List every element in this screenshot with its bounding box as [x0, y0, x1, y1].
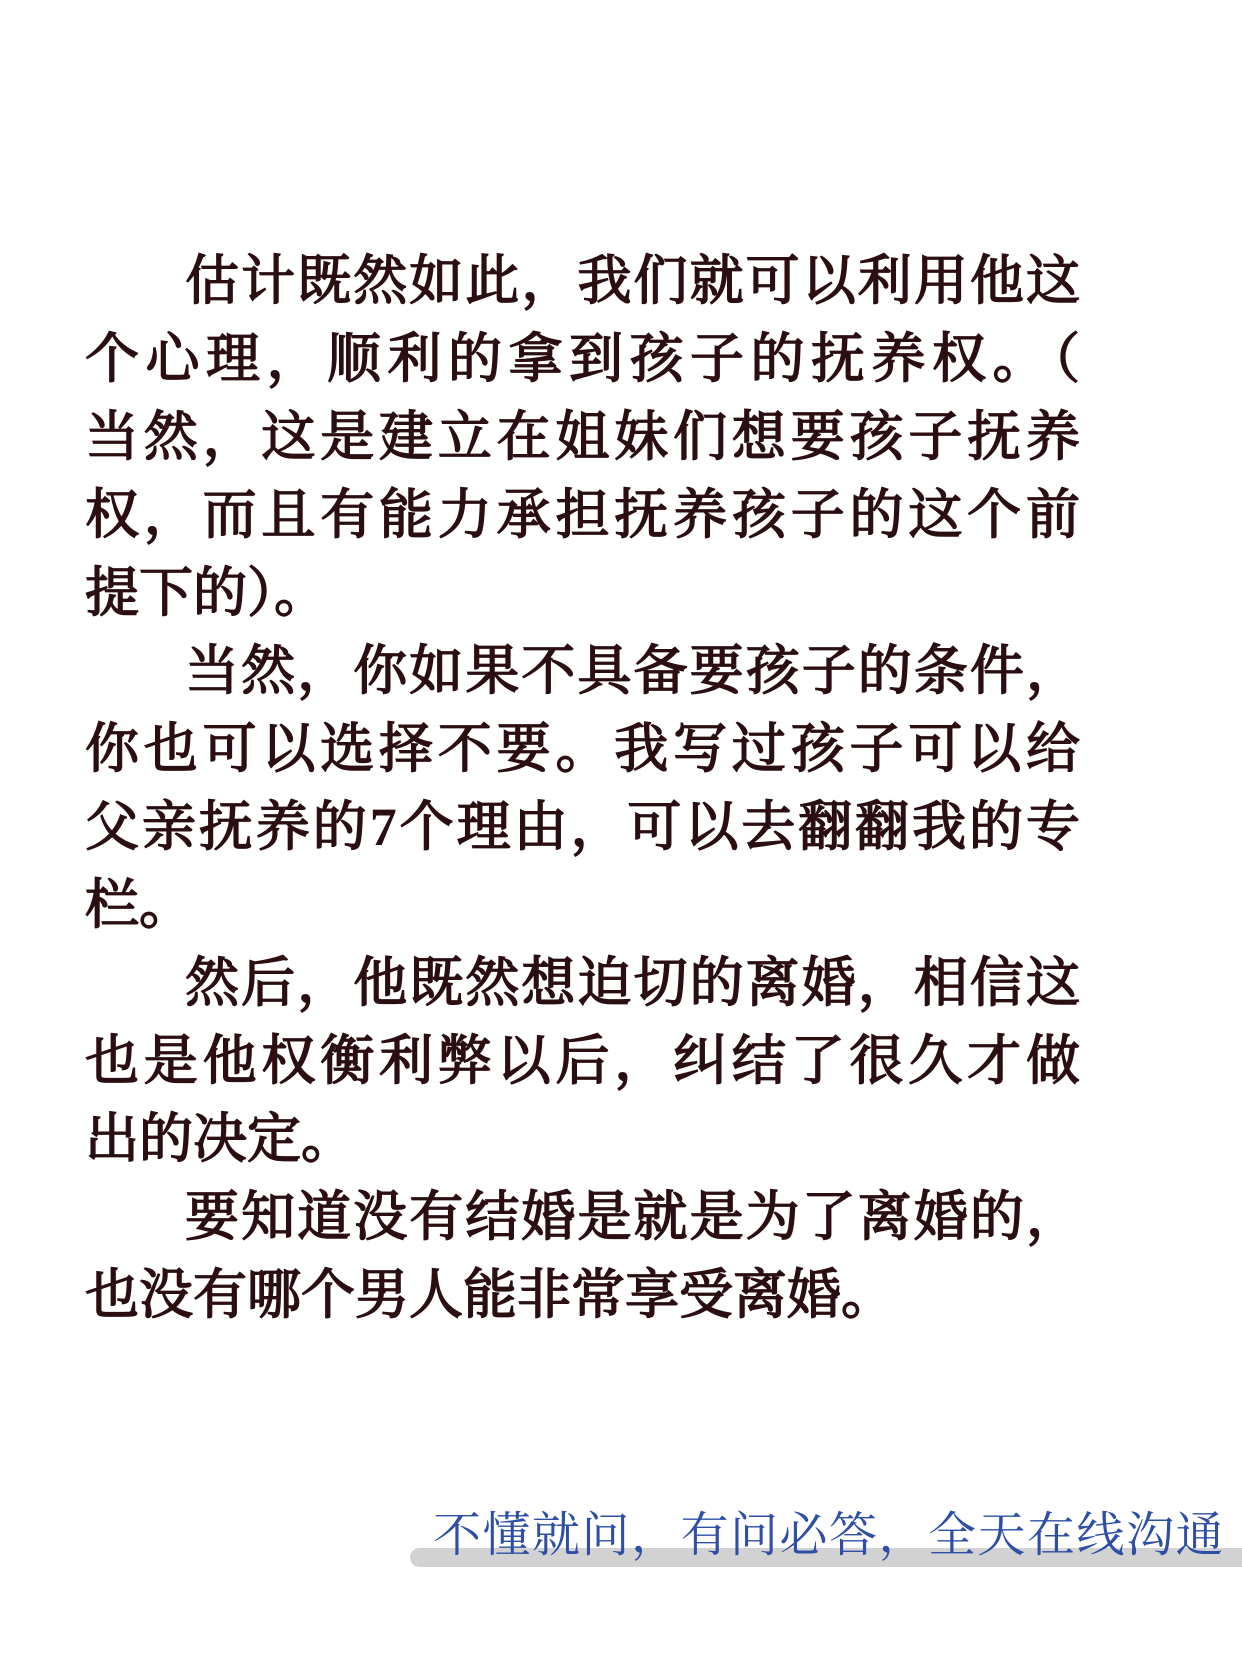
text-line: 要知道没有结婚是就是为了离婚的，	[185, 1187, 1080, 1247]
text-line: 估计既然如此，我们就可以利用他这	[185, 251, 1080, 311]
text-line: 父亲抚养的7个理由，可以去翻翻我的专	[85, 797, 1080, 857]
text-line: 个心理，顺利的拿到孩子的抚养权。（	[85, 329, 1080, 389]
text-line: 栏。	[85, 875, 193, 935]
text-line: 你也可以选择不要。我写过孩子可以给	[85, 719, 1080, 779]
article-text	[85, 242, 1080, 1334]
text-line: 当然，这是建立在姐妹们想要孩子抚养	[85, 407, 1080, 467]
text-line: 出的决定。	[85, 1109, 355, 1169]
text-line: 也是他权衡利弊以后，纠结了很久才做	[85, 1031, 1080, 1091]
text-line: 当然，你如果不具备要孩子的条件，	[185, 641, 1080, 701]
text-line: 权，而且有能力承担抚养孩子的这个前	[85, 485, 1080, 545]
footer-slogan: 不懂就问，有问必答，全天在线沟通	[433, 1509, 1226, 1562]
text-line: 然后，他既然想迫切的离婚，相信这	[185, 953, 1080, 1013]
text-line: 提下的）。	[85, 563, 328, 623]
text-line: 也没有哪个男人能非常享受离婚。	[85, 1265, 895, 1325]
